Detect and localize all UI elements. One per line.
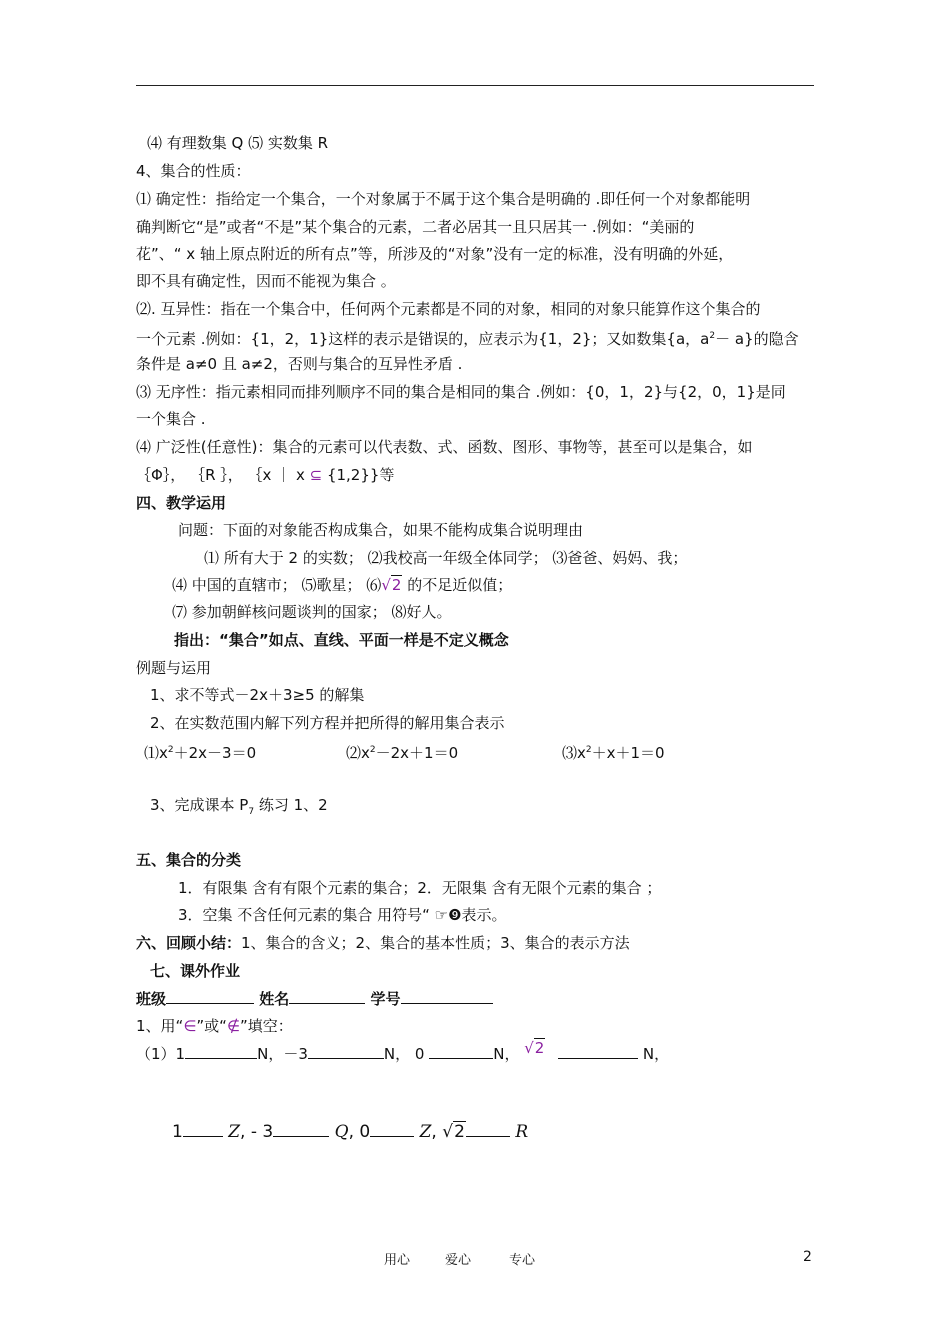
footer-left: 用心 — [384, 1253, 411, 1268]
superscript: 2 — [369, 745, 376, 755]
equation-3 — [562, 741, 665, 762]
text-segment: ”或“ — [196, 1017, 227, 1035]
text-line: 2、在实数范围内解下列方程并把所得的解用集合表示 — [150, 714, 505, 732]
section-heading: 七、课外作业 — [150, 962, 241, 980]
text-segment: 1、集合的含义；2、集合的基本性质；3、集合的表示方法 — [241, 934, 630, 952]
text-segment: , — [431, 1122, 437, 1142]
text-segment: ＋x＋1＝0 — [591, 744, 665, 762]
text-segment: 一个元素 .例如：{1，2，1}这样的表示是错误的，应表示为{1，2}；又如数集{a，a — [136, 330, 710, 348]
student-id-blank[interactable] — [401, 989, 493, 1004]
radicand: 2 — [534, 1039, 545, 1057]
header-rule — [136, 85, 814, 86]
student-info-line — [136, 989, 493, 1008]
radicand: 2 — [454, 1122, 465, 1142]
radicand: 2 — [391, 576, 402, 594]
page-number: 2 — [803, 1249, 812, 1265]
text-segment: － a}的隐含 — [715, 330, 799, 348]
name-label: 姓名 — [259, 990, 290, 1008]
text-segment: ⑴x — [144, 744, 168, 762]
class-label: 班级 — [136, 990, 167, 1008]
text-line — [136, 1017, 293, 1035]
text-line: 问题：下面的对象能否构成集合，如果不能构成集合说明理由 — [178, 521, 584, 539]
note-line: 指出：“集合”如点、直线、平面一样是不定义概念 — [174, 631, 509, 649]
text-segment: ⑶x — [562, 744, 586, 762]
set-symbol: R — [515, 1122, 529, 1142]
not-element-of-icon: ∉ — [226, 1017, 241, 1035]
text-line: 花”、“ x 轴上原点附近的所有点”等，所涉及的“对象”没有一定的标准，没有明确的外延， — [136, 245, 734, 263]
text-segment: 0 — [359, 1122, 371, 1142]
text-segment: 的不足近似值； — [402, 576, 513, 594]
text-segment: N， — [642, 1045, 670, 1063]
text-segment: N， — [383, 1045, 411, 1063]
text-line — [136, 327, 799, 348]
subset-icon: ⊆ — [309, 466, 323, 484]
text-line: 1．有限集 含有有限个元素的集合；2．无限集 含有无限个元素的集合 ； — [178, 879, 662, 897]
subscript: 7 — [248, 807, 255, 817]
text-segment: , — [348, 1122, 354, 1142]
text-line — [150, 796, 328, 821]
text-line: 例题与运用 — [136, 659, 212, 677]
answer-blank[interactable] — [308, 1044, 384, 1059]
exercise-line-2 — [172, 1121, 528, 1142]
text-segment: －3 — [283, 1045, 308, 1063]
text-line: ⑷ 广泛性(任意性)：集合的元素可以代表数、式、函数、图形、事物等，甚至可以是集合，如 — [136, 438, 753, 456]
text-line: 3．空集 不含任何元素的集合 用符号“ ☞❾表示。 — [178, 906, 507, 924]
superscript: 2 — [585, 745, 592, 755]
text-segment: N， — [493, 1045, 520, 1063]
footer-right: 专心 — [509, 1253, 536, 1268]
text-line: 条件是 a≠0 且 a≠2，否则与集合的互异性矛盾 . — [136, 355, 463, 373]
superscript: 2 — [167, 745, 174, 755]
text-segment: ⑷ 中国的直辖市； ⑸歌星； ⑹ — [172, 576, 382, 594]
answer-blank[interactable] — [183, 1121, 223, 1137]
equation-2 — [346, 741, 458, 762]
footer-middle: 爱心 — [445, 1253, 472, 1268]
student-id-label: 学号 — [370, 990, 401, 1008]
text-segment: ＋2x－3＝0 — [173, 744, 257, 762]
text-line: ⑴ 所有大于 2 的实数； ⑵我校高一年级全体同学； ⑶爸爸、妈妈、我； — [204, 549, 688, 567]
text-line — [136, 466, 394, 484]
sqrt-icon: √2 — [381, 576, 402, 594]
text-segment: ”填空： — [240, 1017, 293, 1035]
set-symbol: Q — [334, 1122, 349, 1142]
text-line: 即不具有确定性，因而不能视为集合 。 — [136, 272, 396, 290]
text-segment: 1、用“ — [136, 1017, 184, 1035]
text-line: ⑷ 有理数集 Q ⑸ 实数集 R — [147, 134, 329, 152]
section-heading: 四、教学运用 — [136, 494, 227, 512]
set-symbol: Z — [228, 1122, 241, 1142]
section-heading: 五、集合的分类 — [136, 851, 242, 869]
answer-blank[interactable] — [558, 1044, 638, 1059]
text-line: 一个集合 . — [136, 410, 206, 428]
text-segment: , — [240, 1122, 246, 1142]
name-blank[interactable] — [289, 989, 365, 1004]
superscript: 2 — [709, 331, 716, 341]
text-line: 1、求不等式－2x＋3≥5 的解集 — [150, 686, 365, 704]
text-segment: 1 — [172, 1122, 183, 1142]
text-segment: N， — [257, 1045, 284, 1063]
answer-blank[interactable] — [370, 1121, 414, 1137]
sqrt-icon: √2 — [442, 1122, 465, 1142]
exercise-line-1 — [136, 1039, 670, 1063]
text-line: 确判断它“是”或者“不是”某个集合的元素，二者必居其一且只居其一 .例如：“美丽的 — [136, 218, 695, 236]
class-blank[interactable] — [166, 989, 254, 1004]
text-segment: - 3 — [250, 1122, 274, 1142]
sqrt-icon: √2 — [524, 1039, 545, 1057]
text-segment: ⑵x — [346, 744, 370, 762]
text-segment: 练习 1、2 — [254, 796, 328, 814]
answer-blank[interactable] — [466, 1121, 510, 1137]
text-line: 4、集合的性质： — [136, 162, 251, 180]
answer-blank[interactable] — [429, 1044, 493, 1059]
text-line — [136, 934, 630, 952]
text-line: ⑺ 参加朝鲜核问题谈判的国家； ⑻好人。 — [172, 603, 452, 621]
text-line — [172, 576, 512, 594]
equation-1 — [144, 741, 256, 762]
set-symbol: Z — [419, 1122, 432, 1142]
text-line: ⑶ 无序性：指元素相同而排列顺序不同的集合是相同的集合 .例如：{0，1，2}与{2，0，1}是同 — [136, 383, 786, 401]
element-of-icon: ∈ — [183, 1017, 197, 1035]
section-heading: 六、回顾小结： — [136, 934, 242, 952]
text-line: ⑵. 互异性：指在一个集合中，任何两个元素都是不同的对象，相同的对象只能算作这个集合的 — [136, 300, 761, 318]
text-segment: （1）1 — [136, 1045, 186, 1063]
answer-blank[interactable] — [273, 1121, 329, 1137]
text-segment: 0 — [414, 1045, 425, 1063]
text-segment: －2x＋1＝0 — [375, 744, 459, 762]
text-segment: {1,2}}等 — [322, 466, 395, 484]
text-segment: 3、完成课本 P — [150, 796, 249, 814]
text-segment: ｛Φ｝， ｛R ｝， ｛x ｜ x — [136, 466, 305, 484]
text-line: ⑴ 确定性：指给定一个集合，一个对象属于不属于这个集合是明确的 .即任何一个对象都能明 — [136, 190, 751, 208]
answer-blank[interactable] — [185, 1044, 257, 1059]
